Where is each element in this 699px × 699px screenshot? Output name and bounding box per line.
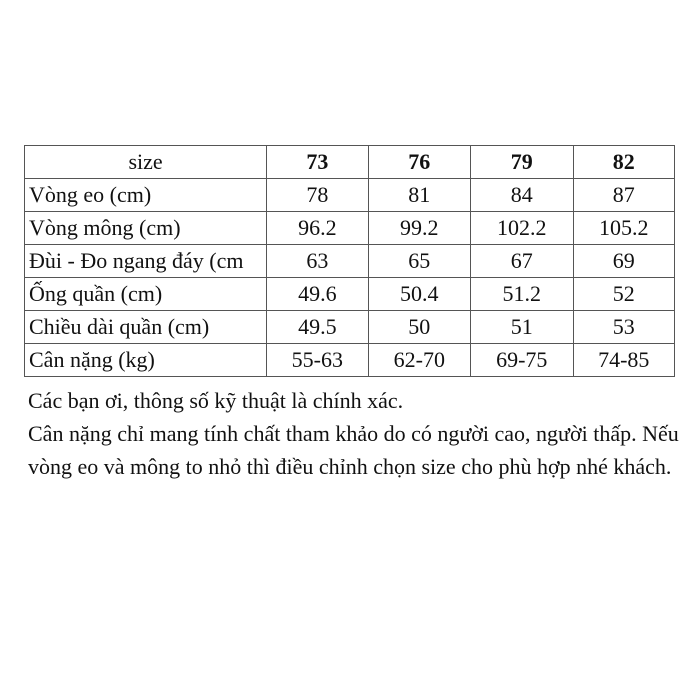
table-row xyxy=(25,344,675,377)
cell-value: 99.2 xyxy=(368,212,470,245)
cell-value: 50 xyxy=(368,311,470,344)
size-chart-table xyxy=(24,145,675,377)
cell-value: 87 xyxy=(573,179,675,212)
cell-value: 52 xyxy=(573,278,675,311)
header-size: 79 xyxy=(471,146,573,179)
header-size: 76 xyxy=(368,146,470,179)
table-header-row xyxy=(25,146,675,179)
row-label: Vòng mông (cm) xyxy=(25,212,267,245)
table-row xyxy=(25,179,675,212)
cell-value: 69-75 xyxy=(471,344,573,377)
cell-value: 53 xyxy=(573,311,675,344)
cell-value: 65 xyxy=(368,245,470,278)
header-size: 82 xyxy=(573,146,675,179)
row-label: Đùi - Đo ngang đáy (cm xyxy=(25,245,267,278)
cell-value: 84 xyxy=(471,179,573,212)
table-row xyxy=(25,245,675,278)
row-label: Vòng eo (cm) xyxy=(25,179,267,212)
cell-value: 96.2 xyxy=(267,212,368,245)
cell-value: 78 xyxy=(267,179,368,212)
table-row xyxy=(25,212,675,245)
row-label: Chiều dài quần (cm) xyxy=(25,311,267,344)
cell-value: 102.2 xyxy=(471,212,573,245)
cell-value: 105.2 xyxy=(573,212,675,245)
table-row xyxy=(25,311,675,344)
table-row xyxy=(25,278,675,311)
cell-value: 62-70 xyxy=(368,344,470,377)
size-notes xyxy=(28,384,688,483)
header-size: 73 xyxy=(267,146,368,179)
cell-value: 55-63 xyxy=(267,344,368,377)
cell-value: 81 xyxy=(368,179,470,212)
cell-value: 67 xyxy=(471,245,573,278)
header-label: size xyxy=(25,146,267,179)
cell-value: 51 xyxy=(471,311,573,344)
note-accuracy: Các bạn ơi, thông số kỹ thuật là chính xác. xyxy=(28,388,404,413)
cell-value: 69 xyxy=(573,245,675,278)
cell-value: 50.4 xyxy=(368,278,470,311)
note-weight-guidance: Cân nặng chỉ mang tính chất tham khảo do có người cao, người thấp. Nếu vòng eo và mông to nhỏ thì điều chỉnh chọn size cho phù hợp nhé khách. xyxy=(28,421,679,479)
row-label: Ống quần (cm) xyxy=(25,278,267,311)
cell-value: 49.5 xyxy=(267,311,368,344)
cell-value: 49.6 xyxy=(267,278,368,311)
cell-value: 51.2 xyxy=(471,278,573,311)
cell-value: 63 xyxy=(267,245,368,278)
row-label: Cân nặng (kg) xyxy=(25,344,267,377)
cell-value: 74-85 xyxy=(573,344,675,377)
